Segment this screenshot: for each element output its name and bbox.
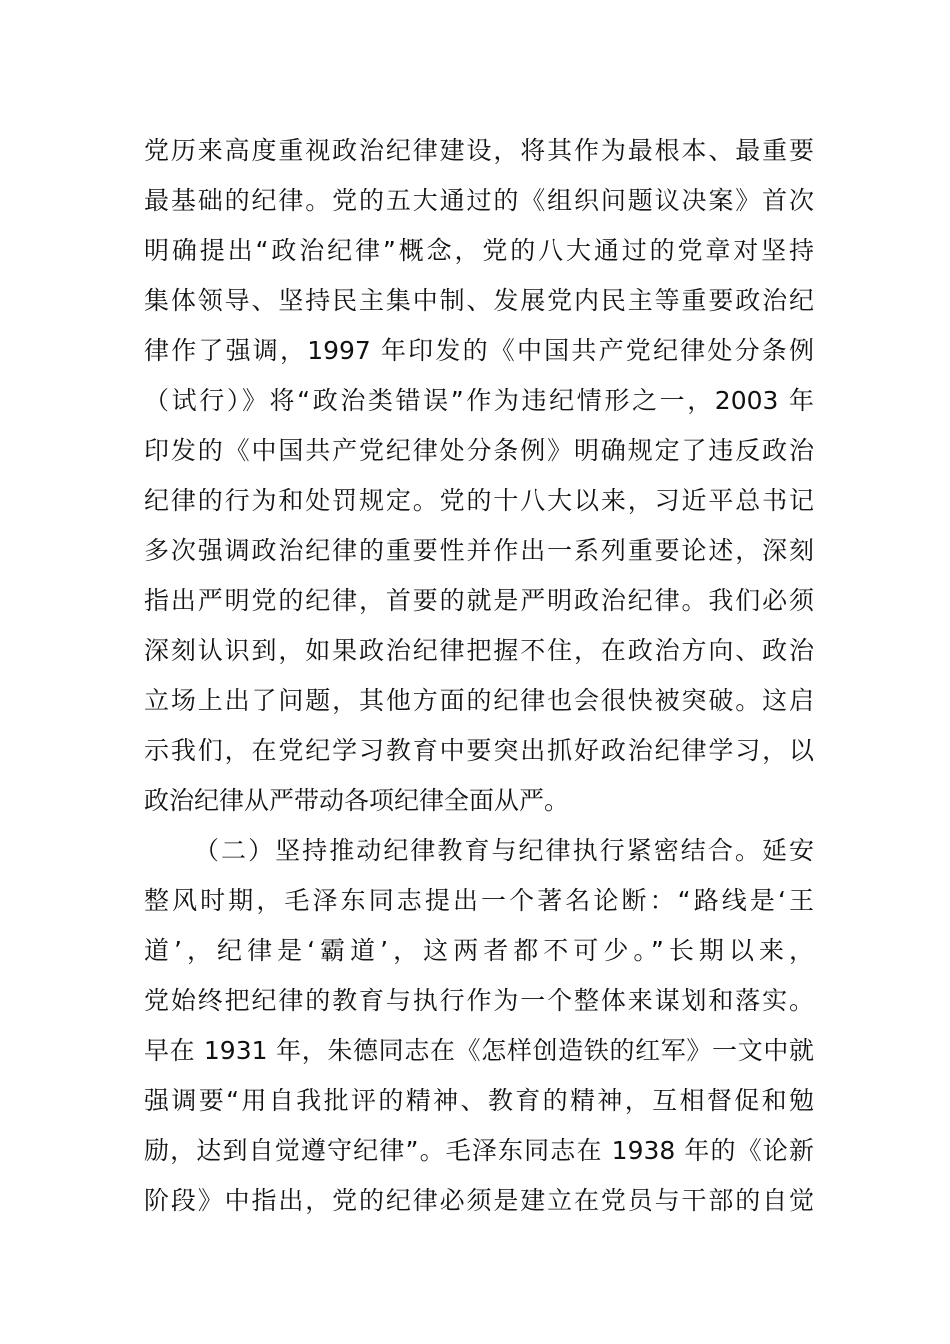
text-line: 深刻认识到，如果政治纪律把握不住，在政治方向、政治: [144, 636, 814, 665]
text-line: 党历来高度重视政治纪律建设，将其作为最根本、最重要: [144, 136, 814, 165]
text-line: 指出严明党的纪律，首要的就是严明政治纪律。我们必须: [144, 586, 814, 615]
text-line: 立场上出了问题，其他方面的纪律也会很快被突破。这启: [144, 686, 814, 715]
text-line: 最基础的纪律。党的五大通过的《组织问题议决案》首次: [144, 186, 814, 215]
text-line: 强调要“用自我批评的精神、教育的精神，互相督促和勉: [144, 1086, 814, 1115]
text-line: 纪律的行为和处罚规定。党的十八大以来，习近平总书记: [144, 486, 814, 515]
body-text: [144, 126, 814, 1226]
text-line: （试行）》将“政治类错误”作为违纪情形之一，2003 年: [144, 386, 814, 415]
text-line: 律作了强调，1997 年印发的《中国共产党纪律处分条例: [144, 336, 814, 365]
text-line: 多次强调政治纪律的重要性并作出一系列重要论述，深刻: [144, 536, 814, 565]
text-line: 励，达到自觉遵守纪律”。毛泽东同志在 1938 年的《论新: [144, 1136, 814, 1165]
text-line: 早在 1931 年，朱德同志在《怎样创造铁的红军》一文中就: [144, 1036, 814, 1065]
text-line: 印发的《中国共产党纪律处分条例》明确规定了违反政治: [144, 436, 814, 465]
text-line: 道’，纪律是‘霸道’，这两者都不可少。”长期以来，: [144, 936, 814, 965]
text-line: 阶段》中指出，党的纪律必须是建立在党员与干部的自觉: [144, 1186, 814, 1215]
section-heading-line: （二）坚持推动纪律教育与纪律执行紧密结合。延安: [194, 836, 814, 865]
text-line: 政治纪律从严带动各项纪律全面从严。: [144, 786, 570, 815]
text-line: 集体领导、坚持民主集中制、发展党内民主等重要政治纪: [144, 286, 814, 315]
text-line: 示我们，在党纪学习教育中要突出抓好政治纪律学习，以: [144, 736, 814, 765]
text-line: 整风时期，毛泽东同志提出一个著名论断：“路线是‘王: [144, 886, 814, 915]
text-line: 明确提出“政治纪律”概念，党的八大通过的党章对坚持: [144, 236, 814, 265]
text-line: 党始终把纪律的教育与执行作为一个整体来谋划和落实。: [144, 986, 814, 1015]
